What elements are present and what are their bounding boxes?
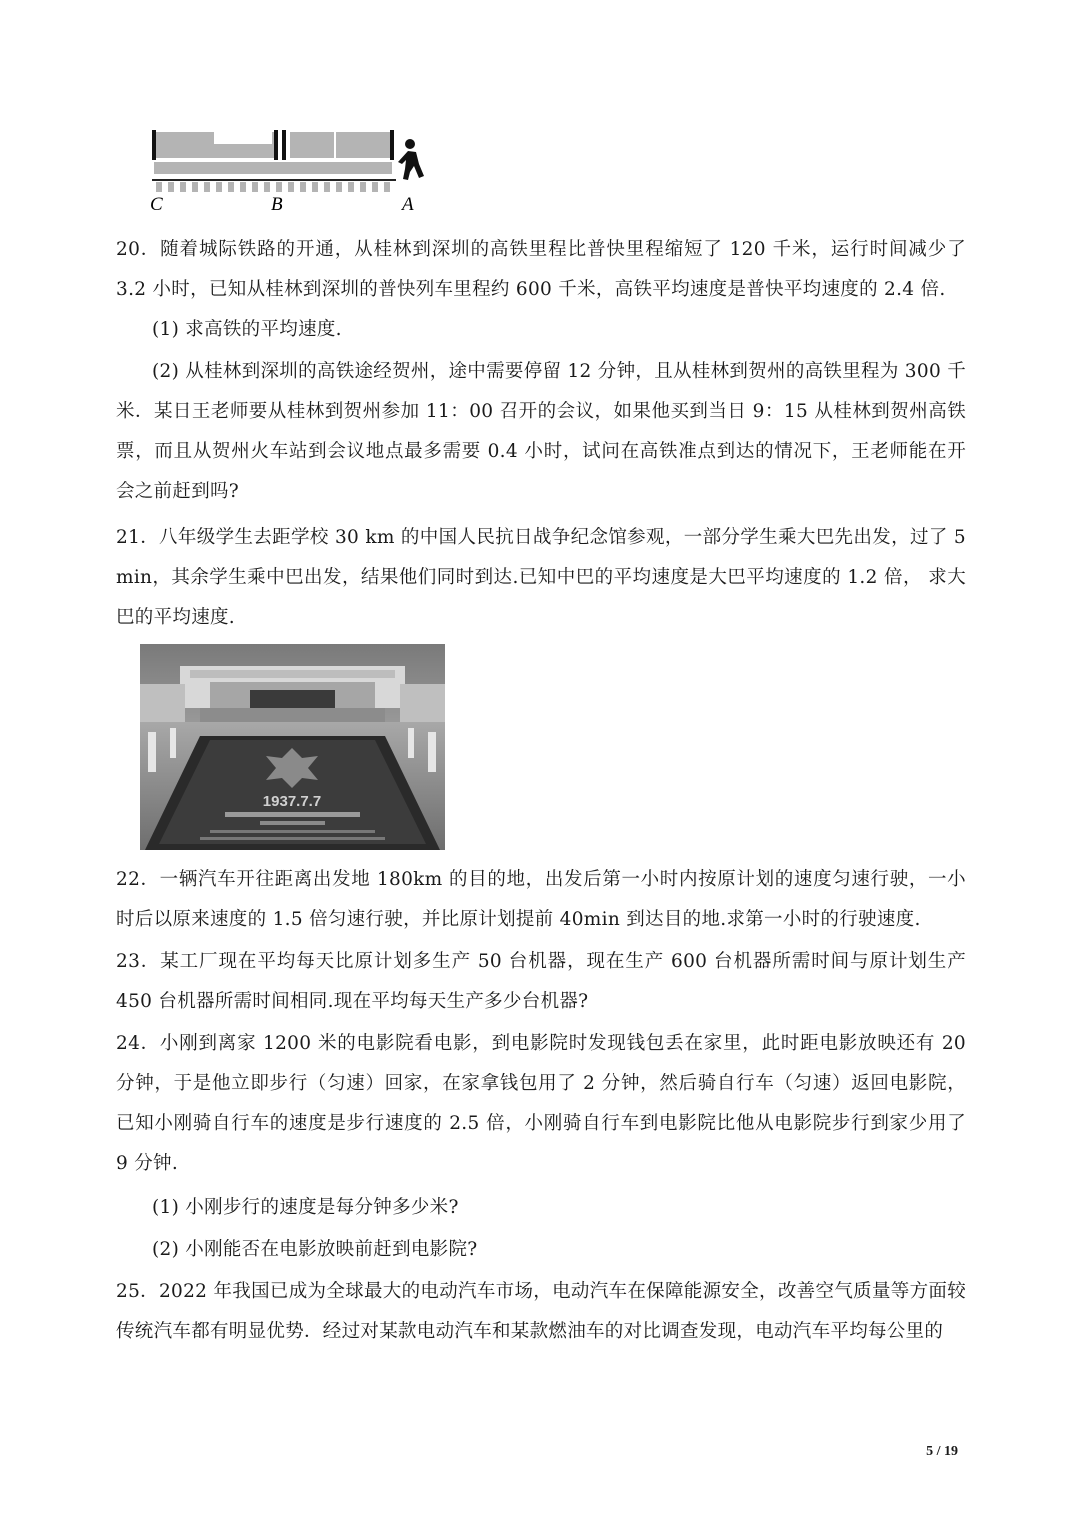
question-21: 21．八年级学生去距学校 30 km 的中国人民抗日战争纪念馆参观，一部分学生乘大巴先出发，过了 5 min，其余学生乘中巴出发，结果他们同时到达.已知中巴的平均速度是大巴平均速度的 1.2 倍， 求大巴的平均速度. — [116, 527, 966, 628]
crosswalk-tooth — [324, 182, 330, 192]
question-23: 23．某工厂现在平均每天比原计划多生产 50 台机器，现在生产 600 台机器所需时间与原计划生产 450 台机器所需时间相同.现在平均每天生产多少台机器? — [116, 951, 966, 1012]
question-25: 25．2022 年我国已成为全球最大的电动汽车市场，电动汽车在保障能源安全，改善空气质量等方面较传统汽车都有明显优势．经过对某款电动汽车和某款燃油车的对比调查发现，电动汽车平均每公里的 — [116, 1281, 966, 1342]
crosswalk-tooth — [336, 182, 342, 192]
crosswalk-tooth — [216, 182, 222, 192]
marker-b-2 — [282, 130, 286, 160]
crosswalk-tooth — [312, 182, 318, 192]
crosswalk-tooth — [348, 182, 354, 192]
crosswalk-tooth — [300, 182, 306, 192]
memorial-date: 1937.7.7 — [262, 793, 322, 810]
question-24: 24．小刚到离家 1200 米的电影院看电影，到电影院时发现钱包丢在家里，此时距电影放映还有 20 分钟，于是他立即步行（匀速）回家，在家拿钱包用了 2 分钟，然后骑自行车（匀速）返回电影院，已知小刚骑自行车的速度是步行速度的 2.5 倍，小刚骑自行车到电影院比他从电影院步行到家少用了 9 分钟. — [116, 1033, 966, 1174]
crosswalk-tooth — [228, 182, 234, 192]
pedestrian-icon — [398, 139, 424, 180]
label-b: B — [271, 194, 283, 215]
crosswalk-tooth — [180, 182, 186, 192]
crosswalk-tooth — [384, 182, 390, 192]
question-24-part-2: (2) 小刚能否在电影放映前赶到电影院? — [152, 1239, 478, 1260]
label-a: A — [402, 194, 414, 215]
question-22: 22．一辆汽车开往距离出发地 180km 的目的地，出发后第一小时内按原计划的速度匀速行驶，一小时后以原来速度的 1.5 倍匀速行驶，并比原计划提前 40min 到达目的地.求第一小时的行驶速度. — [116, 869, 966, 930]
crosswalk-tooth — [240, 182, 246, 192]
marker-a — [390, 130, 394, 160]
crosswalk-tooth — [372, 182, 378, 192]
crosswalk-tooth — [168, 182, 174, 192]
crosswalk-tooth — [264, 182, 270, 192]
question-24-part-1: (1) 小刚步行的速度是每分钟多少米? — [152, 1197, 459, 1218]
crosswalk-tooth — [288, 182, 294, 192]
crosswalk-top-band — [154, 132, 392, 158]
question-20: 20．随着城际铁路的开通，从桂林到深圳的高铁里程比普快里程缩短了 120 千米，运行时间减少了 3.2 小时，已知从桂林到深圳的普快列车里程约 600 千米，高铁平均速度是普快平均速度的 2.4 倍. — [116, 239, 966, 300]
marker-c — [152, 130, 156, 160]
question-20-part-1: (1) 求高铁的平均速度. — [152, 319, 342, 340]
crosswalk-teeth — [156, 182, 390, 192]
crosswalk-tooth — [156, 182, 162, 192]
question-20-part-2: (2) 从桂林到深圳的高铁途经贺州，途中需要停留 12 分钟，且从桂林到贺州的高铁里程为 300 千米．某日王老师要从桂林到贺州参加 11：00 召开的会议，如果他买到当日 9：15 从桂林到贺州高铁票，而且从贺州火车站到会议地点最多需要 0.4 小时，试问在高铁准点到达的情况下，王老师能在开会之前赶到吗? — [116, 361, 966, 502]
page-number: 5 / 19 — [926, 1444, 958, 1459]
marker-b-1 — [274, 130, 278, 160]
crosswalk-stripes — [154, 162, 392, 174]
crosswalk-tooth — [252, 182, 258, 192]
crosswalk-figure — [146, 124, 436, 216]
memorial-photo — [140, 644, 445, 850]
crosswalk-tooth — [192, 182, 198, 192]
crosswalk-tooth — [204, 182, 210, 192]
crosswalk-tooth — [360, 182, 366, 192]
crosswalk-tooth — [276, 182, 282, 192]
label-c: C — [150, 194, 163, 215]
